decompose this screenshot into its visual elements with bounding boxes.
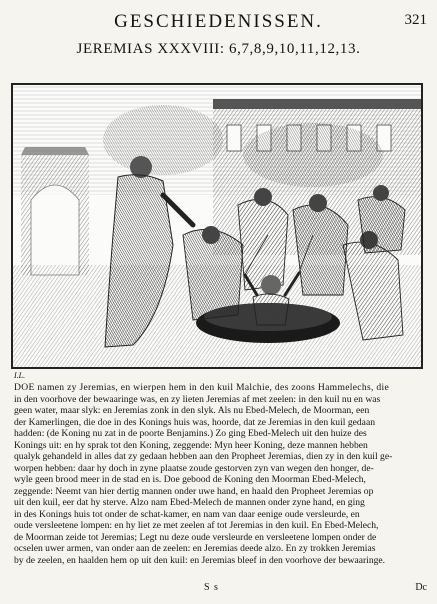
text-line: geen water, maar slyk: en Jeremias zonk in den slyk. Als nu Ebed-Melech, de Moorman, een	[14, 405, 370, 416]
text-line: zeggende: Neemt van hier dertig mannen onder uwe hand, en haald den Propheet Jeremias op	[14, 485, 374, 497]
text-line: oude versleetene lompen: en hy liet ze met zeelen af tot Jeremias in den kuil. En Ebed-Melech,	[14, 520, 379, 531]
text-line: DOE namen zy Jeremias, en wierpen hem in den kuil Malchie, des zoons Hammelechs, die	[14, 382, 389, 393]
engraving-illustration	[11, 83, 423, 369]
text-line: der Kamerlingen, die doe in des Konings huis was, hoorde, dat ze Jeremias in den kuil gedaan	[14, 416, 375, 428]
chapter-reference: JEREMIAS XXXVIII: 6,7,8,9,10,11,12,13.	[76, 41, 361, 57]
signature-mark: S s	[204, 582, 219, 593]
body-text	[14, 382, 424, 566]
artist-signature: I.L.	[14, 371, 26, 380]
text-line: uit den kuil, eer dat hy sterve. Alzo nam Ebed-Melech de mannen onder zyne hand, en ging	[14, 497, 365, 508]
text-line: de Moorman zeide tot Jeremias; Legt nu deze oude versleurde en versleetene lompen onder de	[14, 531, 377, 543]
text-line: qualyk gehandeld in alles dat zy gedaan hebben aan den Propheet Jeremias, dien zy in den kuil ge-	[14, 451, 393, 462]
text-line: worpen hebben: daar hy doch in zyne plaatse zoude gestorven zyn van wegen den honger, de-	[14, 462, 374, 474]
text-line: wyle geen brood meer in de stad en is. Doe gebood de Koning den Moorman Ebed-Melech,	[14, 474, 366, 485]
text-line: in des Konings huis tot onder de schat-kamer, en nam van daar eenige oude versleurde, en	[14, 508, 360, 520]
text-line: in den voorhove der bewaaringe was, en zy lieten Jeremias af met zeelen: in den kuil nu en was	[14, 393, 381, 405]
engraving-drawing	[13, 85, 421, 367]
catchword: Dc	[415, 582, 427, 593]
page-number: 321	[404, 12, 427, 28]
text-line: ocselen uwer armen, van onder aan de zeelen: en Jeremias deede alzo. En zy trokken Jeremias	[14, 543, 376, 554]
ruin-arch	[21, 147, 89, 275]
running-title: GESCHIEDENISSEN.	[114, 11, 323, 32]
text-line: Konings uit: en hy sprak tot den Koning, zeggende: Myn heer Koning, deze mannen hebben	[14, 439, 368, 451]
text-line: by de zeelen, en haalden hem op uit den kuil: en Jeremias bleef in den voorhove der bewaaringe.	[14, 554, 386, 566]
text-line: hadden: (de Koning nu zat in de poorte Benjamins.) Zo ging Ebed-Melech uit den huize des	[14, 428, 367, 439]
